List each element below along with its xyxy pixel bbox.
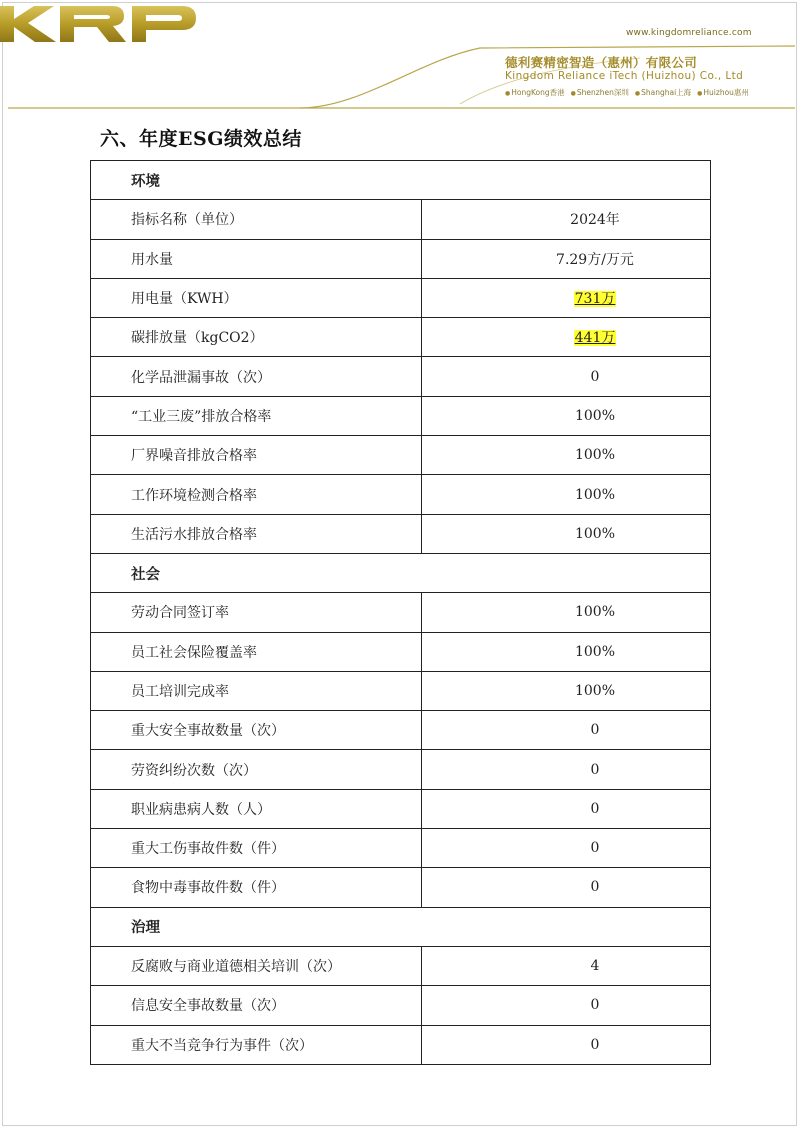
table-row bbox=[91, 829, 711, 868]
krp-logo bbox=[0, 0, 196, 46]
indicator-value: 0 bbox=[422, 1025, 711, 1064]
table-row bbox=[91, 200, 711, 239]
table-row bbox=[91, 671, 711, 710]
table-row bbox=[91, 789, 711, 828]
section-header-social bbox=[91, 553, 711, 592]
indicator-label: 劳动合同签订率 bbox=[91, 593, 422, 632]
table-row bbox=[91, 711, 711, 750]
indicator-label: 指标名称（单位） bbox=[91, 200, 422, 239]
table-row bbox=[91, 475, 711, 514]
indicator-label: 重大工伤事故件数（件） bbox=[91, 829, 422, 868]
section-header-governance bbox=[91, 907, 711, 946]
table-row bbox=[91, 318, 711, 357]
table-row bbox=[91, 946, 711, 985]
table-row bbox=[91, 868, 711, 907]
indicator-label: 信息安全事故数量（次） bbox=[91, 986, 422, 1025]
table-row bbox=[91, 396, 711, 435]
highlighted-value: 441万 bbox=[574, 330, 616, 347]
table-row bbox=[91, 436, 711, 475]
indicator-label: 职业病患病人数（人） bbox=[91, 789, 422, 828]
indicator-label: 员工社会保险覆盖率 bbox=[91, 632, 422, 671]
table-row bbox=[91, 986, 711, 1025]
indicator-label: 用水量 bbox=[91, 239, 422, 278]
indicator-label: 反腐败与商业道德相关培训（次） bbox=[91, 946, 422, 985]
company-name-cn: 德利赛精密智造（惠州）有限公司 bbox=[505, 55, 698, 70]
section-header-environment bbox=[91, 161, 711, 200]
city-item: ● Shenzhen深圳 bbox=[571, 87, 629, 98]
indicator-label: “工业三废”排放合格率 bbox=[91, 396, 422, 435]
indicator-value: 100% bbox=[422, 593, 711, 632]
table-row bbox=[91, 514, 711, 553]
table-row bbox=[91, 1025, 711, 1064]
indicator-value: 0 bbox=[422, 789, 711, 828]
section-label: 环境 bbox=[91, 161, 711, 200]
table-row bbox=[91, 593, 711, 632]
indicator-value: 2024年 bbox=[422, 200, 711, 239]
indicator-value: 100% bbox=[422, 436, 711, 475]
indicator-label: 生活污水排放合格率 bbox=[91, 514, 422, 553]
indicator-label: 厂界噪音排放合格率 bbox=[91, 436, 422, 475]
indicator-value: 100% bbox=[422, 396, 711, 435]
indicator-value: 0 bbox=[422, 711, 711, 750]
indicator-value: 0 bbox=[422, 986, 711, 1025]
esg-table bbox=[90, 160, 711, 1065]
city-item: ● HongKong香港 bbox=[505, 87, 565, 98]
section-label: 社会 bbox=[91, 553, 711, 592]
indicator-value: 0 bbox=[422, 750, 711, 789]
indicator-label: 重大不当竞争行为事件（次） bbox=[91, 1025, 422, 1064]
office-cities bbox=[505, 87, 749, 98]
indicator-value: 100% bbox=[422, 671, 711, 710]
table-row bbox=[91, 632, 711, 671]
indicator-value: 100% bbox=[422, 632, 711, 671]
city-item: ● Shanghai上海 bbox=[635, 87, 691, 98]
section-label: 治理 bbox=[91, 907, 711, 946]
indicator-label: 劳资纠纷次数（次） bbox=[91, 750, 422, 789]
table-row bbox=[91, 239, 711, 278]
indicator-label: 用电量（KWH） bbox=[91, 278, 422, 317]
highlighted-value: 731万 bbox=[574, 291, 616, 308]
company-name-en: Kingdom Reliance iTech (Huizhou) Co., Ltd bbox=[505, 70, 744, 82]
indicator-value: 0 bbox=[422, 868, 711, 907]
city-item: ● Huizhou惠州 bbox=[697, 87, 749, 98]
indicator-value: 100% bbox=[422, 514, 711, 553]
indicator-value: 0 bbox=[422, 829, 711, 868]
indicator-value: 100% bbox=[422, 475, 711, 514]
indicator-value: 4 bbox=[422, 946, 711, 985]
indicator-label: 碳排放量（kgCO2） bbox=[91, 318, 422, 357]
indicator-label: 化学品泄漏事故（次） bbox=[91, 357, 422, 396]
table-row bbox=[91, 357, 711, 396]
section-title: 六、年度ESG绩效总结 bbox=[100, 128, 302, 150]
indicator-value: 7.29方/万元 bbox=[422, 239, 711, 278]
indicator-label: 食物中毒事故件数（件） bbox=[91, 868, 422, 907]
indicator-label: 员工培训完成率 bbox=[91, 671, 422, 710]
indicator-value-cell bbox=[422, 318, 711, 357]
table-row bbox=[91, 750, 711, 789]
page-header bbox=[0, 0, 801, 115]
indicator-label: 工作环境检测合格率 bbox=[91, 475, 422, 514]
indicator-label: 重大安全事故数量（次） bbox=[91, 711, 422, 750]
company-url: www.kingdomreliance.com bbox=[626, 28, 752, 38]
indicator-value-cell bbox=[422, 278, 711, 317]
table-row bbox=[91, 278, 711, 317]
indicator-value: 0 bbox=[422, 357, 711, 396]
